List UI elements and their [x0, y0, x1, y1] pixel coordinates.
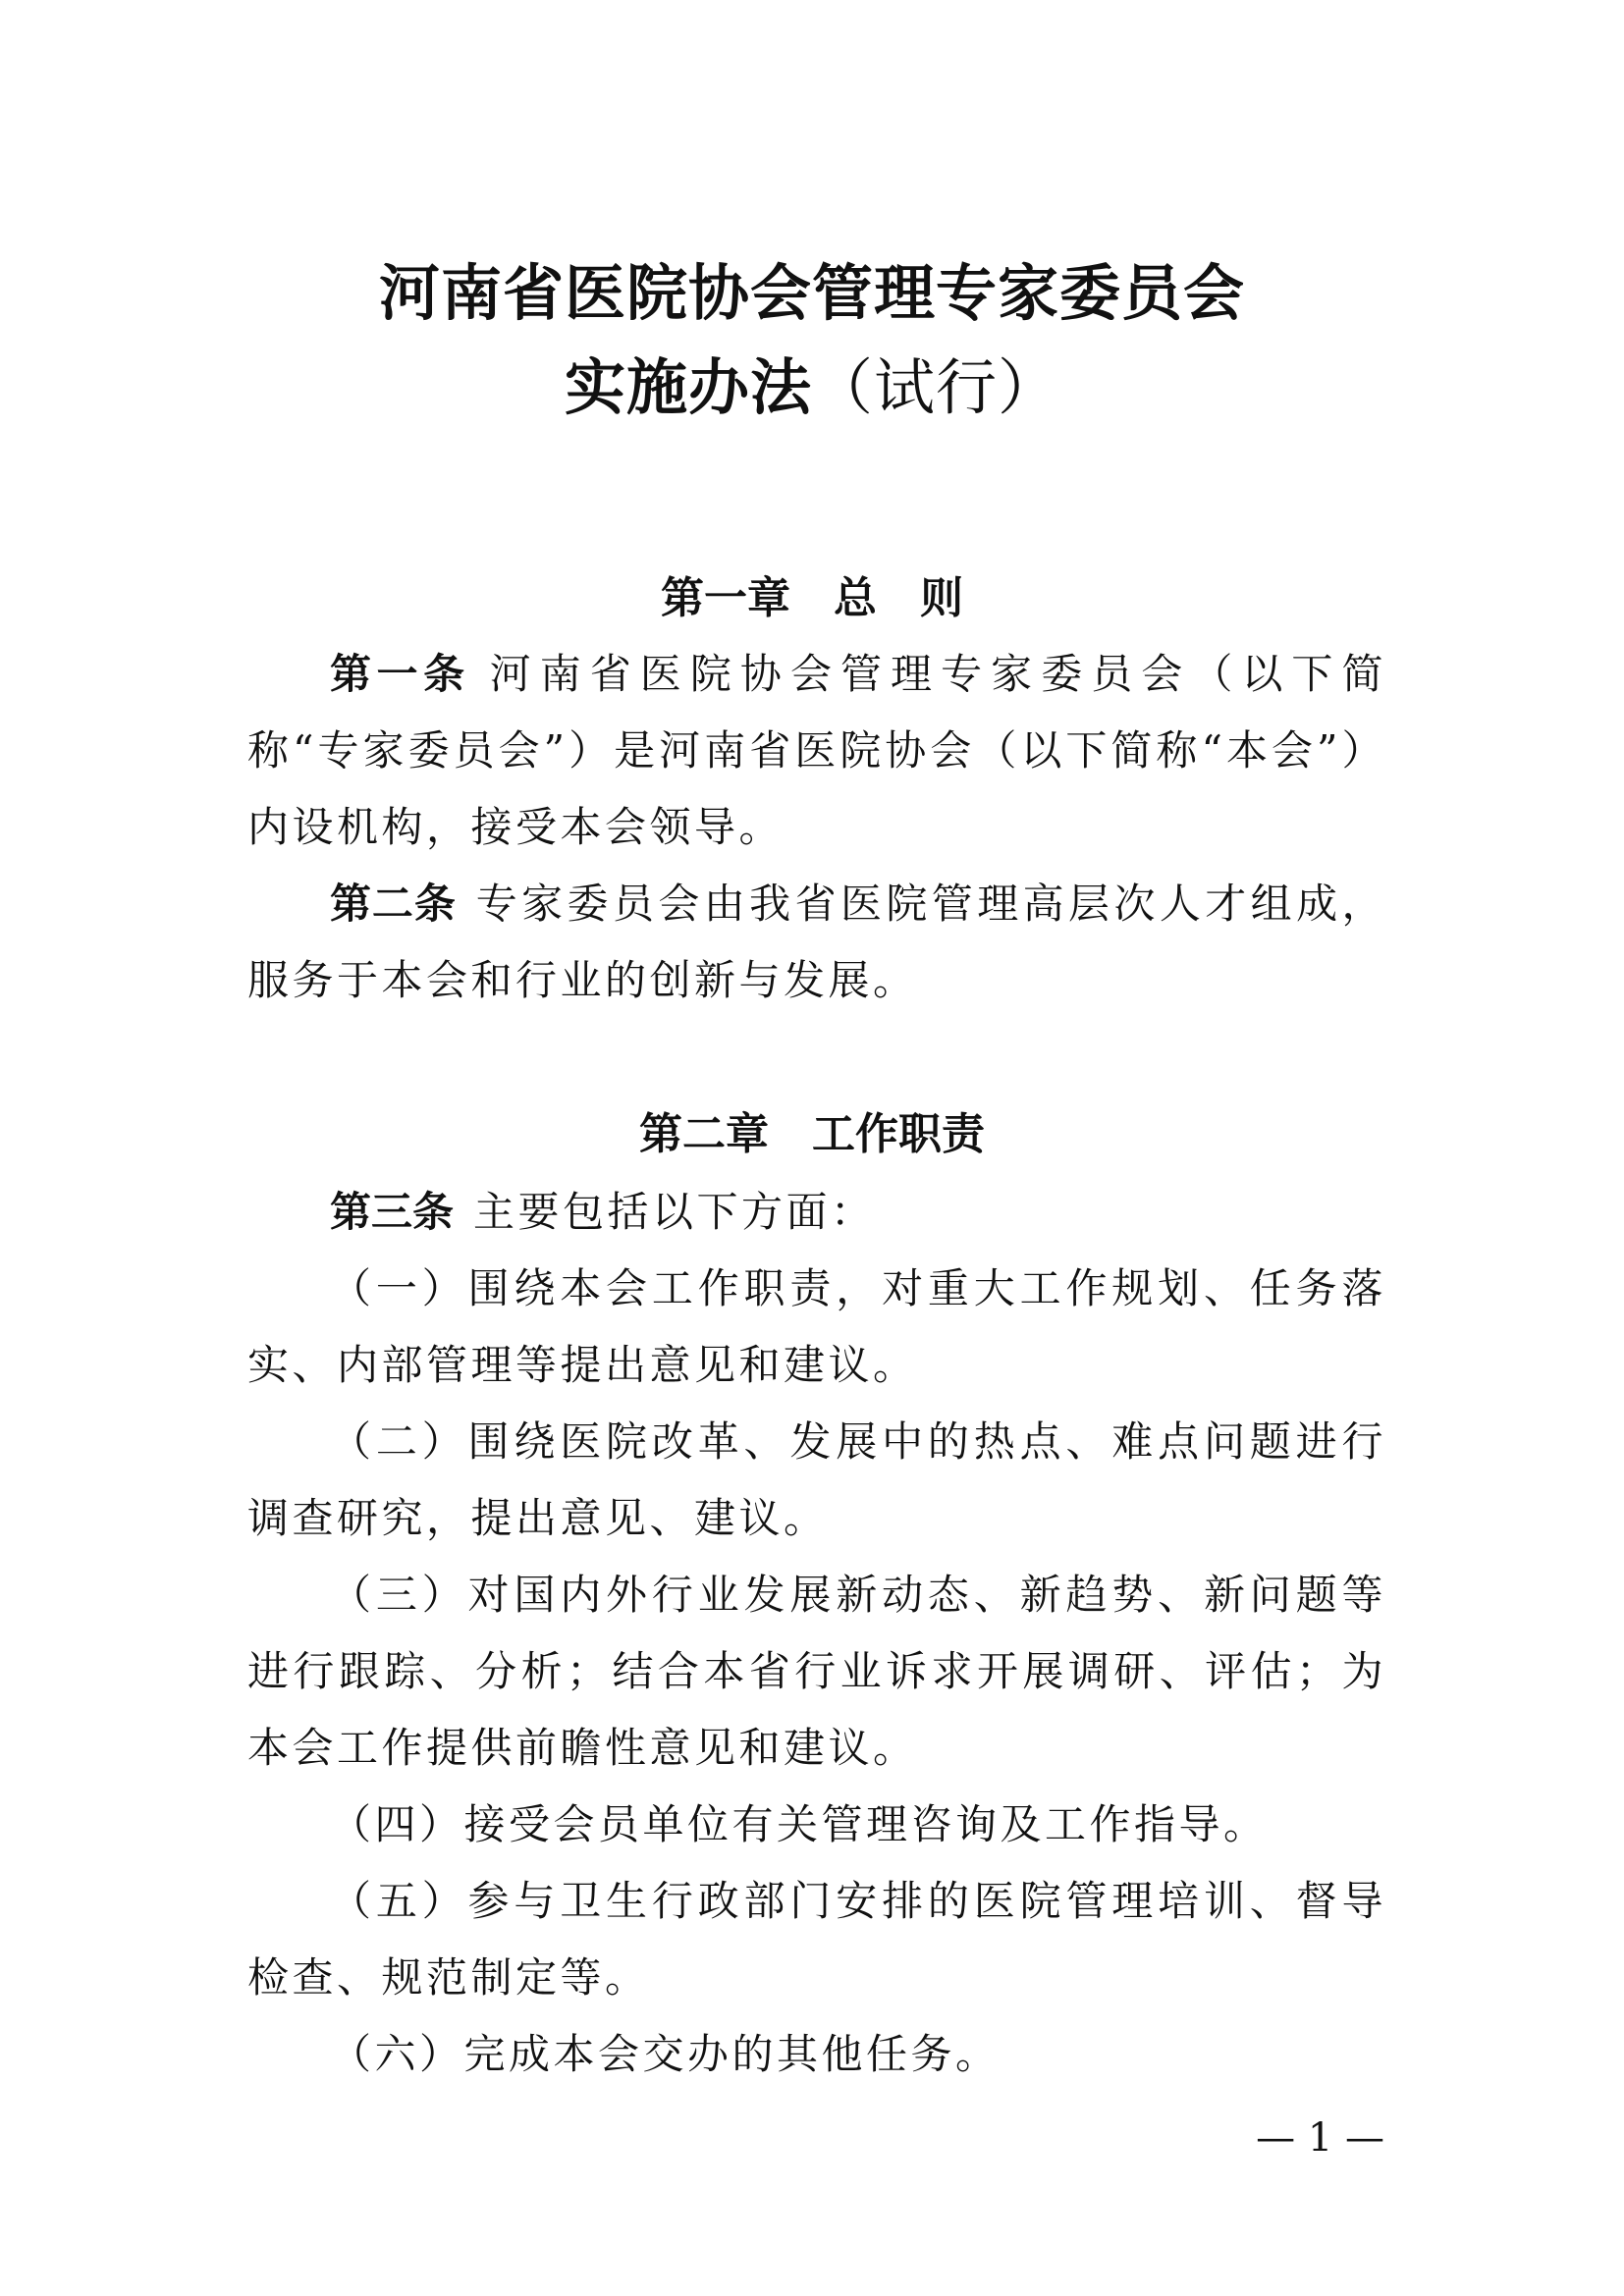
article-1-label: 第一条: [330, 650, 470, 698]
chapter-1-body: [247, 636, 1386, 1019]
article-3: [247, 1174, 1386, 1251]
document-title-line2: [0, 351, 1624, 423]
page-number: — 1 —: [1256, 2115, 1384, 2161]
chapter-1-label: 第一章: [661, 573, 790, 623]
chapter-2-label: 第二章: [639, 1109, 769, 1159]
list-item: （六）完成本会交办的其他任务。: [330, 2030, 1001, 2078]
article-2-label: 第二条: [330, 880, 457, 928]
chapter-1-title: 总 则: [834, 573, 963, 623]
list-item: （三）对国内外行业发展新动态、新趋势、新问题等进行跟踪、分析；结合本省行业诉求开展调研、评估；为本会工作提供前瞻性意见和建议。: [247, 1571, 1386, 1772]
document-title-line1: 河南省医院协会管理专家委员会: [378, 257, 1245, 329]
article-3-label: 第三条: [330, 1188, 455, 1236]
list-item: （二）围绕医院改革、发展中的热点、难点问题进行调查研究，提出意见、建议。: [247, 1417, 1386, 1542]
list-item: （一）围绕本会工作职责，对重大工作规划、任务落实、内部管理等提出意见和建议。: [247, 1264, 1386, 1389]
list-item: （五）参与卫生行政部门安排的医院管理培训、督导检查、规范制定等。: [247, 1877, 1386, 2002]
chapter-2-body: [247, 1174, 1386, 2093]
document-title-main: 实施办法: [564, 351, 812, 423]
document-title-paren: （试行）: [812, 351, 1060, 423]
article-1-text: 河南省医院协会管理专家委员会（以下简称“专家委员会”）是河南省医院协会（以下简称“本会”）内设机构，接受本会领导。: [247, 650, 1386, 851]
list-item: （四）接受会员单位有关管理咨询及工作指导。: [330, 1800, 1269, 1848]
article-1: [247, 636, 1386, 866]
chapter-2-heading: [0, 1109, 1624, 1159]
article-2-text: 专家委员会由我省医院管理高层次人才组成，服务于本会和行业的创新与发展。: [247, 880, 1386, 1004]
article-2: [247, 866, 1386, 1019]
article-3-text: 主要包括以下方面：: [473, 1188, 876, 1236]
chapter-1-heading: [0, 573, 1624, 623]
chapter-2-title: 工作职责: [812, 1109, 985, 1159]
